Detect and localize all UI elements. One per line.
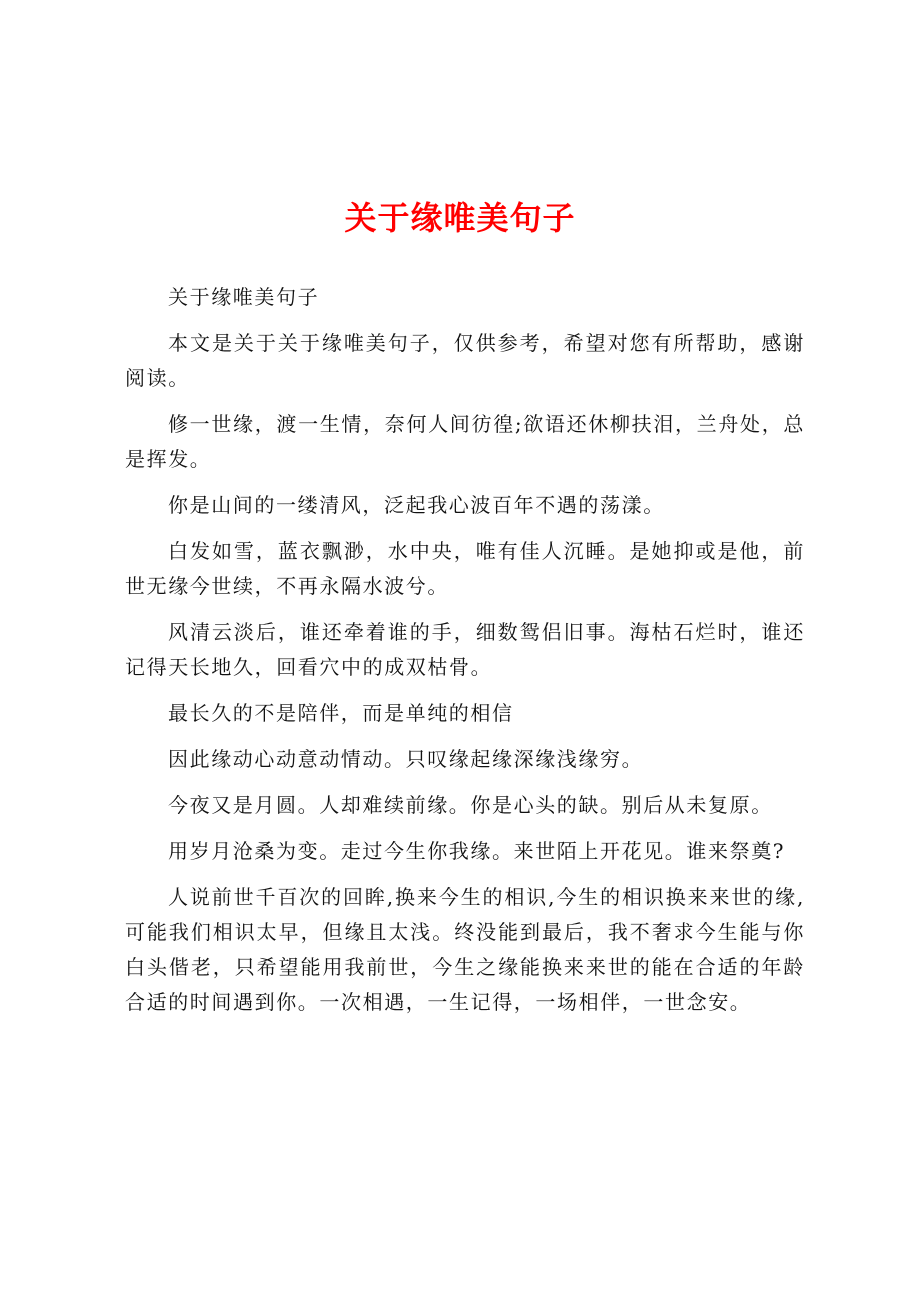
document-title: 关于缘唯美句子: [344, 199, 576, 237]
paragraph: 最长久的不是陪伴，而是单纯的相信: [168, 701, 514, 725]
document-body: [125, 280, 805, 1031]
paragraph: 用岁月沧桑为变。走过今生你我缘。来世陌上开花见。谁来祭奠?: [168, 839, 786, 863]
paragraph: 修一世缘，渡一生情，奈何人间彷徨;欲语还休柳扶泪，兰舟处，总是挥发。: [125, 412, 805, 471]
paragraph: 人说前世千百次的回眸,换来今生的相识,今生的相识换来来世的缘,可能我们相识太早，但缘且太浅。终没能到最后，我不奢求今生能与你白头偕老，只希望能用我前世，今生之缘能换来来世的能在合适的年龄合适的时间遇到你。一次相遇，一生记得，一场相伴，一世念安。: [125, 885, 805, 1014]
paragraph: 风清云淡后，谁还牵着谁的手，细数鸳侣旧事。海枯石烂时，谁还记得天长地久，回看穴中的成双枯骨。: [125, 620, 805, 679]
paragraph: 关于缘唯美句子: [168, 285, 320, 309]
paragraph: 本文是关于关于缘唯美句子，仅供参考，希望对您有所帮助，感谢阅读。: [125, 331, 805, 390]
paragraph: 今夜又是月圆。人却难续前缘。你是心头的缺。别后从未复原。: [168, 793, 773, 817]
paragraph: 白发如雪，蓝衣飘渺，水中央，唯有佳人沉睡。是她抑或是他，前世无缘今世续，不再永隔水波兮。: [125, 539, 805, 598]
paragraph: 你是山间的一缕清风，泛起我心波百年不遇的荡漾。: [168, 493, 665, 517]
paragraph: 因此缘动心动意动情动。只叹缘起缘深缘浅缘穷。: [168, 747, 644, 771]
